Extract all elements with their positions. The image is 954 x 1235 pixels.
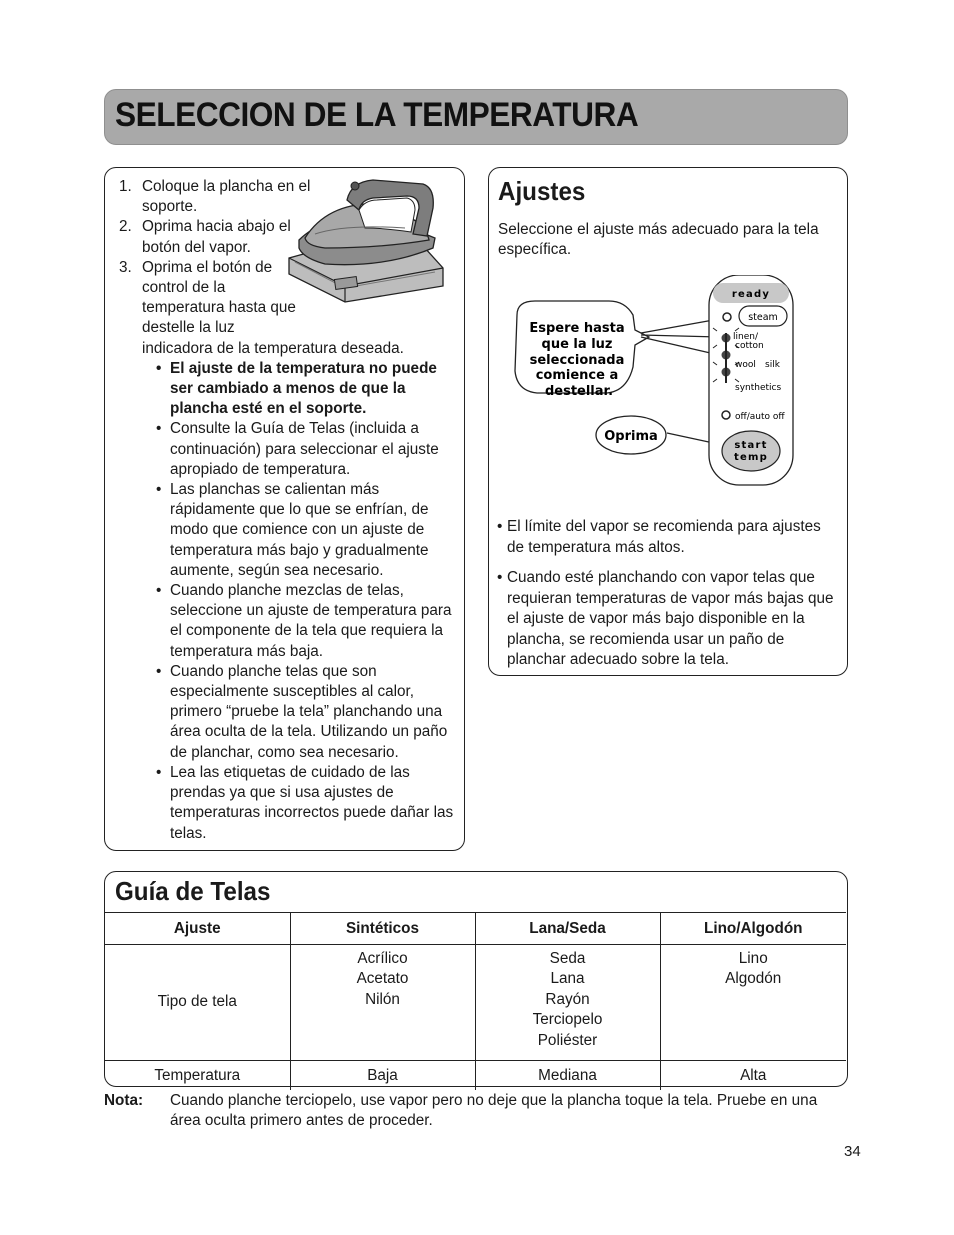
off-light-icon — [722, 411, 730, 419]
column-header: Lana/Seda — [475, 913, 660, 945]
table-cell: Alta — [660, 1061, 846, 1091]
start-temp-button[interactable] — [722, 431, 780, 471]
table-row — [105, 945, 846, 1061]
svg-text:start: start — [734, 440, 768, 451]
table-cell: Lino Algodón — [660, 945, 846, 1061]
column-header: Sintéticos — [290, 913, 475, 945]
press-label: Oprima — [604, 429, 658, 444]
callout-line: que la luz — [541, 337, 613, 352]
note-text: Cuando planche terciopelo, use vapor pero no deje que la plancha toque la tela. Pruebe en una área oculta primero antes de proceder. — [170, 1092, 818, 1130]
control-panel-diagram — [507, 275, 797, 495]
ajustes-box — [488, 167, 848, 676]
ajustes-note: • El límite del vapor se recomienda para ajustes de temperatura más altos. — [497, 518, 821, 556]
table-cell: Acrílico Acetato Nilón — [290, 945, 475, 1061]
row-label: Tipo de tela — [105, 945, 290, 1061]
callout-line: destellar. — [544, 384, 614, 399]
step-2-text: Oprima hacia abajo el botón del vapor. — [142, 218, 291, 256]
step-1-number: 1. — [119, 178, 132, 195]
step-1-text: Coloque la plancha en el soporte. — [142, 178, 311, 216]
table-cell: Baja — [290, 1061, 475, 1091]
column-header: Lino/Algodón — [660, 913, 846, 945]
steam-light-icon — [723, 313, 731, 321]
svg-text:ready: ready — [731, 289, 771, 300]
table-cell: Mediana — [475, 1061, 660, 1091]
tip-item: • Consulte la Guía de Telas (incluida a continuación) para seleccionar el ajuste apropiado de temperatura. — [156, 420, 439, 478]
tip-item: • El ajuste de la temperatura no puede ser cambiado a menos de que la plancha esté en el soporte. — [156, 359, 437, 418]
fabric-guide-heading: Guía de Telas — [115, 876, 271, 906]
row-label: Temperatura — [105, 1061, 290, 1091]
tips-list — [119, 359, 459, 844]
column-header: Ajuste — [105, 913, 290, 945]
tip-item: • Cuando planche mezclas de telas, seleccione un ajuste de temperatura para el componente de la tela que requiera la temperatura más baja. — [156, 582, 452, 660]
svg-text:synthetics: synthetics — [735, 383, 782, 393]
fabric-guide-table — [105, 912, 846, 1090]
table-row — [105, 1061, 846, 1091]
table-cell: Seda Lana Rayón Terciopelo Poliéster — [475, 945, 660, 1061]
ajustes-heading: Ajustes — [498, 176, 586, 206]
tip-item: • Lea las etiquetas de cuidado de las prendas ya que si usa ajustes de temperaturas incorrectos puede dañar las telas. — [156, 763, 454, 842]
callout-line: Espere hasta — [529, 321, 625, 336]
step-3-number: 3. — [119, 258, 132, 276]
tip-item: • Cuando planche telas que son especialmente susceptibles al calor, primero “pruebe la tela” planchando una área oculta de la tela. Utilizando un paño de planchar, como sea necesario. — [156, 662, 448, 761]
svg-text:cotton: cotton — [735, 341, 764, 351]
step-2-number: 2. — [119, 218, 132, 236]
ajustes-note: • Cuando esté planchando con vapor telas que requieran temperaturas de vapor más bajas que el ajuste de vapor más bajo disponible en la plancha, se recomienda usar un paño de planchar adecuado sobre la tela. — [497, 569, 834, 669]
svg-text:temp: temp — [734, 452, 768, 463]
svg-text:steam: steam — [748, 312, 778, 323]
table-header-row — [105, 913, 846, 945]
ajustes-intro: Seleccione el ajuste más adecuado para la tela específica. — [498, 221, 819, 259]
tip-item: • Las planchas se calientan más rápidamente que lo que se enfrían, de modo que comience con un ajuste de temperatura más bajo y gradualmente aumente, según sea necesario. — [156, 481, 429, 579]
fabric-guide-box — [104, 871, 848, 1087]
note-label: Nota: — [104, 1092, 144, 1109]
page-title: SELECCION DE LA TEMPERATURA — [115, 96, 639, 134]
callout-line: comience a — [535, 368, 619, 383]
svg-text:off/auto off: off/auto off — [735, 412, 785, 422]
svg-text:wool: wool — [735, 360, 756, 370]
svg-text:silk: silk — [765, 360, 780, 370]
svg-text:linen/: linen/ — [733, 332, 758, 342]
callout-line: seleccionada — [529, 353, 625, 368]
iron-on-stand-illustration — [285, 178, 447, 303]
page-title-bar — [104, 89, 848, 145]
page-number: 34 — [844, 1143, 861, 1160]
step-3-text: Oprima el botón de control de la temperatura hasta que destelle la luz indicadora de la temperatura deseada. — [142, 258, 404, 357]
